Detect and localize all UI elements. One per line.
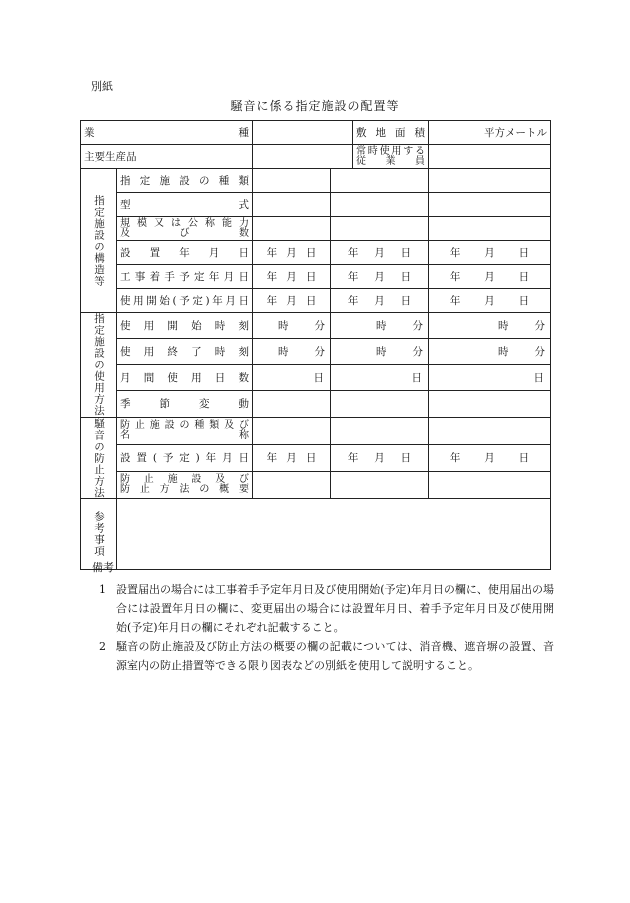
day-unit: 日 [411, 372, 422, 385]
business-type-label: 業 種 [81, 121, 253, 145]
scale-field-1[interactable] [253, 217, 331, 241]
model-label: 型 式 [117, 193, 253, 217]
use-start-time-field-1[interactable] [253, 313, 331, 339]
day-unit: 日 [518, 247, 530, 259]
hour-unit: 時 [498, 346, 509, 359]
scale-field-3[interactable] [429, 217, 551, 241]
site-area-label: 敷地面積 [353, 121, 429, 145]
section-reference-label: 参考事項 [93, 511, 105, 557]
day-unit: 日 [518, 271, 530, 283]
month-unit: 月 [484, 271, 495, 283]
prevention-install-field-1[interactable] [253, 444, 331, 471]
prevention-summary-label [117, 471, 253, 498]
employees-field[interactable] [429, 145, 551, 169]
monthly-days-field-1[interactable] [253, 365, 331, 391]
minute-unit: 分 [412, 346, 423, 359]
facility-type-field-2[interactable] [331, 169, 429, 193]
day-unit: 日 [400, 452, 412, 465]
month-unit: 月 [484, 295, 495, 307]
install-date-field-3[interactable] [429, 241, 551, 265]
prevention-name-line2: 名 称 [120, 429, 249, 441]
construction-date-field-1[interactable] [253, 265, 331, 289]
month-unit: 月 [286, 247, 297, 259]
day-unit: 日 [305, 452, 317, 465]
construction-date-field-3[interactable] [429, 265, 551, 289]
day-unit: 日 [313, 372, 324, 385]
year-unit: 年 [347, 247, 359, 259]
construction-date-label: 工事着手予定年月日 [117, 265, 253, 289]
note-item [92, 637, 554, 675]
use-start-date-label: 使用開始(予定)年月日 [117, 289, 253, 313]
year-unit: 年 [347, 452, 359, 465]
day-unit: 日 [518, 295, 530, 307]
seasonal-variation-field-1[interactable] [253, 391, 331, 417]
seasonal-variation-label: 季 節 変 動 [117, 391, 253, 417]
prevention-summary-field-1[interactable] [253, 471, 331, 498]
seasonal-variation-field-2[interactable] [331, 391, 429, 417]
use-start-time-field-3[interactable] [429, 313, 551, 339]
year-unit: 年 [347, 271, 359, 283]
prevention-summary-line2: 防止方法の概要 [120, 483, 249, 495]
site-area-unit: 平方メートル [484, 127, 547, 139]
prevention-name-line1: 防止施設の種類及び [120, 419, 249, 431]
attachment-label: 別紙 [91, 80, 113, 93]
notes-section [92, 558, 554, 675]
seasonal-variation-field-3[interactable] [429, 391, 551, 417]
hour-unit: 時 [278, 346, 289, 359]
note-text: 騒音の防止施設及び防止方法の概要の欄の記載については、消音機、遮音塀の設置、音源室内の防止措置等できる限り図表などの別紙を使用して説明すること。 [116, 640, 554, 672]
site-area-field[interactable] [429, 121, 551, 145]
month-unit: 月 [484, 452, 495, 465]
day-unit: 日 [305, 295, 317, 307]
month-unit: 月 [374, 271, 385, 283]
minute-unit: 分 [314, 346, 325, 359]
month-unit: 月 [484, 247, 495, 259]
main-products-field[interactable] [253, 145, 353, 169]
minute-unit: 分 [534, 320, 545, 333]
prevention-name-label [117, 417, 253, 444]
scale-field-2[interactable] [331, 217, 429, 241]
page-title: 騒音に係る指定施設の配置等 [230, 99, 400, 113]
month-unit: 月 [286, 295, 297, 307]
hour-unit: 時 [376, 320, 387, 333]
use-start-time-label: 使用開始時刻 [117, 313, 253, 339]
note-number: 2 [99, 640, 106, 653]
prevention-summary-line1: 防止施設及び [120, 473, 249, 485]
employees-label-line1: 常時使用する [356, 145, 425, 157]
year-unit: 年 [347, 295, 359, 307]
use-end-time-field-2[interactable] [331, 339, 429, 365]
year-unit: 年 [449, 452, 461, 465]
monthly-days-label: 月間使用日数 [117, 365, 253, 391]
day-unit: 日 [400, 295, 412, 307]
year-unit: 年 [449, 295, 461, 307]
scale-label-line2: 及 び 数 [120, 227, 249, 239]
note-number: 1 [99, 583, 106, 596]
employees-label [353, 145, 429, 169]
scale-label-line1: 規模又は公称能力 [120, 217, 249, 229]
prevention-name-field-2[interactable] [331, 417, 429, 444]
note-item [92, 580, 554, 637]
prevention-install-field-3[interactable] [429, 444, 551, 471]
day-unit: 日 [305, 271, 317, 283]
year-unit: 年 [449, 271, 461, 283]
prevention-install-field-2[interactable] [331, 444, 429, 471]
day-unit: 日 [400, 247, 412, 259]
business-type-field[interactable] [253, 121, 353, 145]
year-unit: 年 [449, 247, 461, 259]
year-unit: 年 [266, 295, 278, 307]
day-unit: 日 [400, 271, 412, 283]
prevention-summary-field-2[interactable] [331, 471, 429, 498]
notes-heading: 備考 [92, 561, 114, 574]
facility-form-table [80, 120, 551, 570]
section-facility-structure [81, 169, 117, 313]
section-usage-method [81, 313, 117, 418]
minute-unit: 分 [412, 320, 423, 333]
use-end-time-field-3[interactable] [429, 339, 551, 365]
minute-unit: 分 [314, 320, 325, 333]
prevention-install-label: 設置(予定)年月日 [117, 444, 253, 471]
prevention-name-field-1[interactable] [253, 417, 331, 444]
prevention-summary-field-3[interactable] [429, 471, 551, 498]
note-text: 設置届出の場合には工事着手予定年月日及び使用開始(予定)年月日の欄に、使用届出の場合には設置年月日の欄に、変更届出の場合には設置年月日、着手予定年月日及び使用開始(予定)年月日の欄にそれぞれ記載すること。 [116, 583, 554, 634]
day-unit: 日 [518, 452, 530, 465]
model-field-1[interactable] [253, 193, 331, 217]
facility-type-field-1[interactable] [253, 169, 331, 193]
hour-unit: 時 [278, 320, 289, 333]
monthly-days-field-2[interactable] [331, 365, 429, 391]
use-end-time-label: 使用終了時刻 [117, 339, 253, 365]
install-date-label: 設置年月日 [117, 241, 253, 265]
construction-date-field-2[interactable] [331, 265, 429, 289]
install-date-field-2[interactable] [331, 241, 429, 265]
minute-unit: 分 [534, 346, 545, 359]
facility-type-label: 指定施設の種類 [117, 169, 253, 193]
month-unit: 月 [286, 271, 297, 283]
month-unit: 月 [374, 247, 385, 259]
month-unit: 月 [286, 452, 297, 465]
model-field-3[interactable] [429, 193, 551, 217]
hour-unit: 時 [376, 346, 387, 359]
day-unit: 日 [533, 372, 544, 385]
year-unit: 年 [266, 247, 278, 259]
install-date-field-1[interactable] [253, 241, 331, 265]
facility-type-field-3[interactable] [429, 169, 551, 193]
prevention-name-field-3[interactable] [429, 417, 551, 444]
section-facility-structure-label: 指定施設の構造等 [93, 194, 105, 287]
month-unit: 月 [374, 452, 385, 465]
use-start-time-field-2[interactable] [331, 313, 429, 339]
year-unit: 年 [266, 271, 278, 283]
model-field-2[interactable] [331, 193, 429, 217]
hour-unit: 時 [498, 320, 509, 333]
year-unit: 年 [266, 452, 278, 465]
monthly-days-field-3[interactable] [429, 365, 551, 391]
section-noise-prevention [81, 417, 117, 499]
main-products-label: 主要生産品 [81, 145, 253, 169]
scale-label [117, 217, 253, 241]
employees-label-line2: 従 業 員 [356, 155, 425, 167]
use-start-date-field-2[interactable] [331, 289, 429, 313]
section-usage-method-label: 指定施設の使用方法 [93, 313, 105, 417]
month-unit: 月 [374, 295, 385, 307]
use-end-time-field-1[interactable] [253, 339, 331, 365]
section-noise-prevention-label: 騒音の防止方法 [93, 417, 105, 498]
use-start-date-field-3[interactable] [429, 289, 551, 313]
use-start-date-field-1[interactable] [253, 289, 331, 313]
day-unit: 日 [305, 247, 317, 259]
